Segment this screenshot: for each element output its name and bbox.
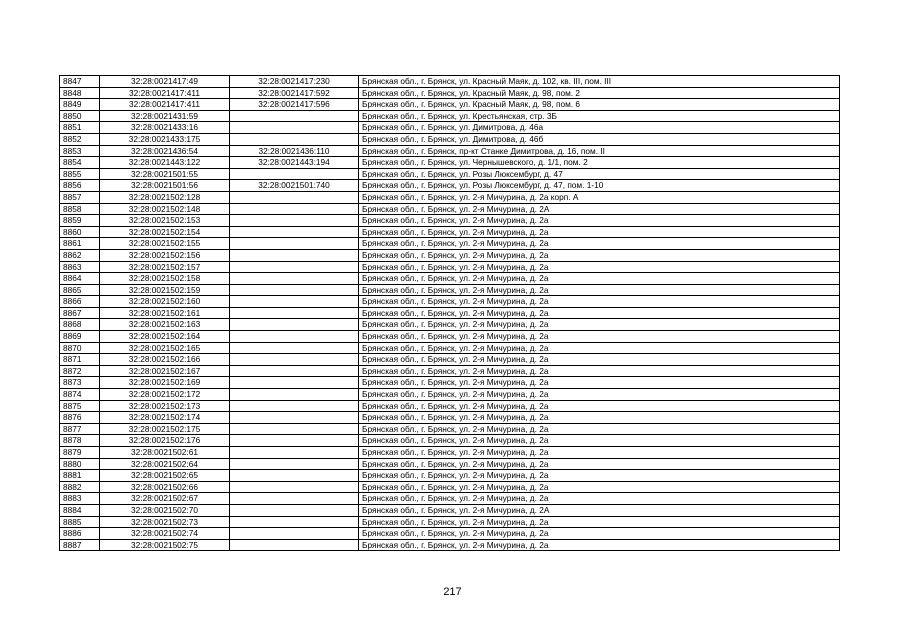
cadastral-number-cell: 32:28:0021502:175 (100, 423, 230, 435)
cadastral-number-cell: 32:28:0021502:73 (100, 516, 230, 528)
table-row (60, 157, 840, 169)
cadastral-number-cell: 32:28:0021502:161 (100, 307, 230, 319)
table-row (60, 261, 840, 273)
cadastral-number-cell: 32:28:0021502:65 (100, 470, 230, 482)
address-cell: Брянская обл., г. Брянск, ул. Димитрова, д. 46а (359, 122, 840, 134)
address-cell: Брянская обл., г. Брянск, ул. 2-я Мичурина, д. 2а (359, 215, 840, 227)
property-register-table (59, 75, 840, 551)
cadastral-number-cell: 32:28:0021417:411 (100, 87, 230, 99)
address-cell: Брянская обл., г. Брянск, ул. 2-я Мичурина, д. 2А (359, 203, 840, 215)
parent-cadastral-number-cell: 32:28:0021417:592 (230, 87, 359, 99)
table-row (60, 307, 840, 319)
table-row (60, 226, 840, 238)
cadastral-number-cell: 32:28:0021417:49 (100, 76, 230, 88)
table-row (60, 331, 840, 343)
table-row (60, 180, 840, 192)
row-number-cell: 8862 (60, 249, 100, 261)
parent-cadastral-number-cell (230, 412, 359, 424)
address-cell: Брянская обл., г. Брянск, ул. 2-я Мичурина, д. 2а (359, 389, 840, 401)
address-cell: Брянская обл., г. Брянск, ул. 2-я Мичурина, д. 2А (359, 504, 840, 516)
row-number-cell: 8868 (60, 319, 100, 331)
table-row (60, 354, 840, 366)
cadastral-number-cell: 32:28:0021502:174 (100, 412, 230, 424)
row-number-cell: 8870 (60, 342, 100, 354)
parent-cadastral-number-cell (230, 539, 359, 551)
table-row (60, 412, 840, 424)
parent-cadastral-number-cell (230, 122, 359, 134)
table-row (60, 203, 840, 215)
address-cell: Брянская обл., г. Брянск, ул. 2-я Мичурина, д. 2а (359, 354, 840, 366)
row-number-cell: 8883 (60, 493, 100, 505)
row-number-cell: 8855 (60, 168, 100, 180)
cadastral-number-cell: 32:28:0021502:64 (100, 458, 230, 470)
parent-cadastral-number-cell (230, 354, 359, 366)
table-row (60, 215, 840, 227)
address-cell: Брянская обл., г. Брянск, ул. 2-я Мичурина, д. 2а (359, 470, 840, 482)
cadastral-number-cell: 32:28:0021502:61 (100, 447, 230, 459)
parent-cadastral-number-cell (230, 458, 359, 470)
row-number-cell: 8851 (60, 122, 100, 134)
table-row (60, 400, 840, 412)
cadastral-number-cell: 32:28:0021502:159 (100, 284, 230, 296)
cadastral-number-cell: 32:28:0021502:176 (100, 435, 230, 447)
row-number-cell: 8880 (60, 458, 100, 470)
cadastral-number-cell: 32:28:0021502:169 (100, 377, 230, 389)
parent-cadastral-number-cell (230, 203, 359, 215)
table-row (60, 365, 840, 377)
cadastral-number-cell: 32:28:0021417:411 (100, 99, 230, 111)
row-number-cell: 8857 (60, 191, 100, 203)
table-row (60, 389, 840, 401)
address-cell: Брянская обл., г. Брянск, ул. 2-я Мичурина, д. 2а (359, 319, 840, 331)
parent-cadastral-number-cell: 32:28:0021417:596 (230, 99, 359, 111)
parent-cadastral-number-cell (230, 331, 359, 343)
row-number-cell: 8881 (60, 470, 100, 482)
address-cell: Брянская обл., г. Брянск, ул. 2-я Мичурина, д. 2а (359, 412, 840, 424)
parent-cadastral-number-cell: 32:28:0021501:740 (230, 180, 359, 192)
address-cell: Брянская обл., г. Брянск, ул. 2-я Мичурина, д. 2а (359, 458, 840, 470)
table-row (60, 168, 840, 180)
row-number-cell: 8872 (60, 365, 100, 377)
parent-cadastral-number-cell (230, 504, 359, 516)
address-cell: Брянская обл., г. Брянск, ул. Чернышевского, д. 1/1, пом. 2 (359, 157, 840, 169)
cadastral-number-cell: 32:28:0021502:75 (100, 539, 230, 551)
row-number-cell: 8867 (60, 307, 100, 319)
address-cell: Брянская обл., г. Брянск, ул. 2-я Мичурина, д. 2а (359, 493, 840, 505)
parent-cadastral-number-cell: 32:28:0021417:230 (230, 76, 359, 88)
parent-cadastral-number-cell: 32:28:0021443:194 (230, 157, 359, 169)
parent-cadastral-number-cell (230, 307, 359, 319)
address-cell: Брянская обл., г. Брянск, ул. 2-я Мичурина, д. 2а (359, 516, 840, 528)
table-row (60, 458, 840, 470)
cadastral-number-cell: 32:28:0021431:59 (100, 110, 230, 122)
parent-cadastral-number-cell (230, 296, 359, 308)
parent-cadastral-number-cell (230, 249, 359, 261)
row-number-cell: 8866 (60, 296, 100, 308)
address-cell: Брянская обл., г. Брянск, ул. 2-я Мичурина, д. 2а (359, 261, 840, 273)
row-number-cell: 8860 (60, 226, 100, 238)
row-number-cell: 8856 (60, 180, 100, 192)
table-row (60, 145, 840, 157)
cadastral-number-cell: 32:28:0021502:166 (100, 354, 230, 366)
row-number-cell: 8875 (60, 400, 100, 412)
row-number-cell: 8886 (60, 528, 100, 540)
cadastral-number-cell: 32:28:0021502:74 (100, 528, 230, 540)
parent-cadastral-number-cell (230, 435, 359, 447)
address-cell: Брянская обл., г. Брянск, ул. 2-я Мичурина, д. 2а (359, 331, 840, 343)
cadastral-number-cell: 32:28:0021502:156 (100, 249, 230, 261)
cadastral-number-cell: 32:28:0021501:55 (100, 168, 230, 180)
parent-cadastral-number-cell (230, 168, 359, 180)
row-number-cell: 8864 (60, 273, 100, 285)
table-row (60, 377, 840, 389)
parent-cadastral-number-cell (230, 284, 359, 296)
parent-cadastral-number-cell (230, 215, 359, 227)
cadastral-number-cell: 32:28:0021502:157 (100, 261, 230, 273)
address-cell: Брянская обл., г. Брянск, ул. Красный Маяк, д. 98, пом. 2 (359, 87, 840, 99)
cadastral-number-cell: 32:28:0021502:160 (100, 296, 230, 308)
address-cell: Брянская обл., г. Брянск, ул. Крестьянская, стр. 3Б (359, 110, 840, 122)
row-number-cell: 8848 (60, 87, 100, 99)
address-cell: Брянская обл., г. Брянск, ул. 2-я Мичурина, д. 2а (359, 296, 840, 308)
row-number-cell: 8854 (60, 157, 100, 169)
row-number-cell: 8853 (60, 145, 100, 157)
row-number-cell: 8873 (60, 377, 100, 389)
cadastral-number-cell: 32:28:0021502:163 (100, 319, 230, 331)
parent-cadastral-number-cell (230, 273, 359, 285)
parent-cadastral-number-cell (230, 238, 359, 250)
address-cell: Брянская обл., г. Брянск, ул. Розы Люксембург, д. 47 (359, 168, 840, 180)
parent-cadastral-number-cell (230, 261, 359, 273)
cadastral-number-cell: 32:28:0021502:172 (100, 389, 230, 401)
row-number-cell: 8884 (60, 504, 100, 516)
address-cell: Брянская обл., г. Брянск, ул. 2-я Мичурина, д. 2а (359, 528, 840, 540)
cadastral-number-cell: 32:28:0021502:67 (100, 493, 230, 505)
cadastral-number-cell: 32:28:0021502:128 (100, 191, 230, 203)
table-row (60, 481, 840, 493)
address-cell: Брянская обл., г. Брянск, ул. 2-я Мичурина, д. 2а корп. А (359, 191, 840, 203)
table-row (60, 319, 840, 331)
parent-cadastral-number-cell (230, 319, 359, 331)
row-number-cell: 8861 (60, 238, 100, 250)
cadastral-number-cell: 32:28:0021502:173 (100, 400, 230, 412)
address-cell: Брянская обл., г. Брянск, ул. 2-я Мичурина, д. 2а (359, 226, 840, 238)
parent-cadastral-number-cell (230, 493, 359, 505)
parent-cadastral-number-cell (230, 342, 359, 354)
row-number-cell: 8852 (60, 133, 100, 145)
row-number-cell: 8858 (60, 203, 100, 215)
row-number-cell: 8865 (60, 284, 100, 296)
parent-cadastral-number-cell (230, 400, 359, 412)
cadastral-number-cell: 32:28:0021433:175 (100, 133, 230, 145)
parent-cadastral-number-cell (230, 226, 359, 238)
row-number-cell: 8879 (60, 447, 100, 459)
parent-cadastral-number-cell (230, 481, 359, 493)
table-row (60, 238, 840, 250)
row-number-cell: 8877 (60, 423, 100, 435)
row-number-cell: 8850 (60, 110, 100, 122)
parent-cadastral-number-cell (230, 133, 359, 145)
cadastral-number-cell: 32:28:0021502:155 (100, 238, 230, 250)
parent-cadastral-number-cell (230, 447, 359, 459)
table-row (60, 273, 840, 285)
parent-cadastral-number-cell: 32:28:0021436:110 (230, 145, 359, 157)
row-number-cell: 8869 (60, 331, 100, 343)
table-row (60, 539, 840, 551)
address-cell: Брянская обл., г. Брянск, ул. 2-я Мичурина, д. 2а (359, 447, 840, 459)
table-row (60, 493, 840, 505)
address-cell: Брянская обл., г. Брянск, ул. 2-я Мичурина, д. 2а (359, 307, 840, 319)
address-cell: Брянская обл., г. Брянск, ул. 2-я Мичурина, д. 2а (359, 539, 840, 551)
table-row (60, 122, 840, 134)
parent-cadastral-number-cell (230, 423, 359, 435)
row-number-cell: 8885 (60, 516, 100, 528)
cadastral-number-cell: 32:28:0021502:164 (100, 331, 230, 343)
cadastral-number-cell: 32:28:0021502:153 (100, 215, 230, 227)
cadastral-number-cell: 32:28:0021502:70 (100, 504, 230, 516)
address-cell: Брянская обл., г. Брянск, ул. 2-я Мичурина, д. 2а (359, 249, 840, 261)
row-number-cell: 8859 (60, 215, 100, 227)
address-cell: Брянская обл., г. Брянск, ул. 2-я Мичурина, д. 2а (359, 377, 840, 389)
address-cell: Брянская обл., г. Брянск, ул. 2-я Мичурина, д. 2а (359, 365, 840, 377)
table-row (60, 296, 840, 308)
table-row (60, 249, 840, 261)
cadastral-number-cell: 32:28:0021501:56 (100, 180, 230, 192)
parent-cadastral-number-cell (230, 516, 359, 528)
table-row (60, 110, 840, 122)
cadastral-number-cell: 32:28:0021502:158 (100, 273, 230, 285)
table-row (60, 76, 840, 88)
address-cell: Брянская обл., г. Брянск, ул. 2-я Мичурина, д. 2а (359, 481, 840, 493)
table-row (60, 284, 840, 296)
cadastral-number-cell: 32:28:0021436:54 (100, 145, 230, 157)
parent-cadastral-number-cell (230, 191, 359, 203)
address-cell: Брянская обл., г. Брянск, ул. 2-я Мичурина, д. 2а (359, 284, 840, 296)
register-table-body (60, 76, 840, 551)
row-number-cell: 8878 (60, 435, 100, 447)
address-cell: Брянская обл., г. Брянск, ул. Димитрова, д. 46б (359, 133, 840, 145)
table-row (60, 504, 840, 516)
parent-cadastral-number-cell (230, 365, 359, 377)
table-row (60, 342, 840, 354)
table-row (60, 99, 840, 111)
parent-cadastral-number-cell (230, 110, 359, 122)
cadastral-number-cell: 32:28:0021502:148 (100, 203, 230, 215)
row-number-cell: 8847 (60, 76, 100, 88)
address-cell: Брянская обл., г. Брянск, ул. 2-я Мичурина, д. 2а (359, 273, 840, 285)
row-number-cell: 8882 (60, 481, 100, 493)
cadastral-number-cell: 32:28:0021433:16 (100, 122, 230, 134)
address-cell: Брянская обл., г. Брянск, ул. Розы Люксембург, д. 47, пом. 1-10 (359, 180, 840, 192)
address-cell: Брянская обл., г. Брянск, ул. 2-я Мичурина, д. 2а (359, 423, 840, 435)
parent-cadastral-number-cell (230, 389, 359, 401)
cadastral-number-cell: 32:28:0021502:167 (100, 365, 230, 377)
row-number-cell: 8874 (60, 389, 100, 401)
row-number-cell: 8876 (60, 412, 100, 424)
address-cell: Брянская обл., г. Брянск, пр-кт Станке Димитрова, д. 16, пом. II (359, 145, 840, 157)
row-number-cell: 8849 (60, 99, 100, 111)
parent-cadastral-number-cell (230, 377, 359, 389)
address-cell: Брянская обл., г. Брянск, ул. 2-я Мичурина, д. 2а (359, 238, 840, 250)
cadastral-number-cell: 32:28:0021502:165 (100, 342, 230, 354)
table-row (60, 516, 840, 528)
cadastral-number-cell: 32:28:0021443:122 (100, 157, 230, 169)
address-cell: Брянская обл., г. Брянск, ул. Красный Маяк, д. 102, кв. III, пом. III (359, 76, 840, 88)
parent-cadastral-number-cell (230, 528, 359, 540)
page-number: 217 (443, 586, 462, 598)
cadastral-number-cell: 32:28:0021502:66 (100, 481, 230, 493)
table-row (60, 191, 840, 203)
table-row (60, 470, 840, 482)
address-cell: Брянская обл., г. Брянск, ул. Красный Маяк, д. 98, пом. 6 (359, 99, 840, 111)
parent-cadastral-number-cell (230, 470, 359, 482)
row-number-cell: 8863 (60, 261, 100, 273)
row-number-cell: 8871 (60, 354, 100, 366)
row-number-cell: 8887 (60, 539, 100, 551)
table-row (60, 435, 840, 447)
table-row (60, 423, 840, 435)
address-cell: Брянская обл., г. Брянск, ул. 2-я Мичурина, д. 2а (359, 342, 840, 354)
table-row (60, 87, 840, 99)
address-cell: Брянская обл., г. Брянск, ул. 2-я Мичурина, д. 2а (359, 435, 840, 447)
address-cell: Брянская обл., г. Брянск, ул. 2-я Мичурина, д. 2а (359, 400, 840, 412)
cadastral-number-cell: 32:28:0021502:154 (100, 226, 230, 238)
table-row (60, 133, 840, 145)
table-row (60, 447, 840, 459)
table-row (60, 528, 840, 540)
